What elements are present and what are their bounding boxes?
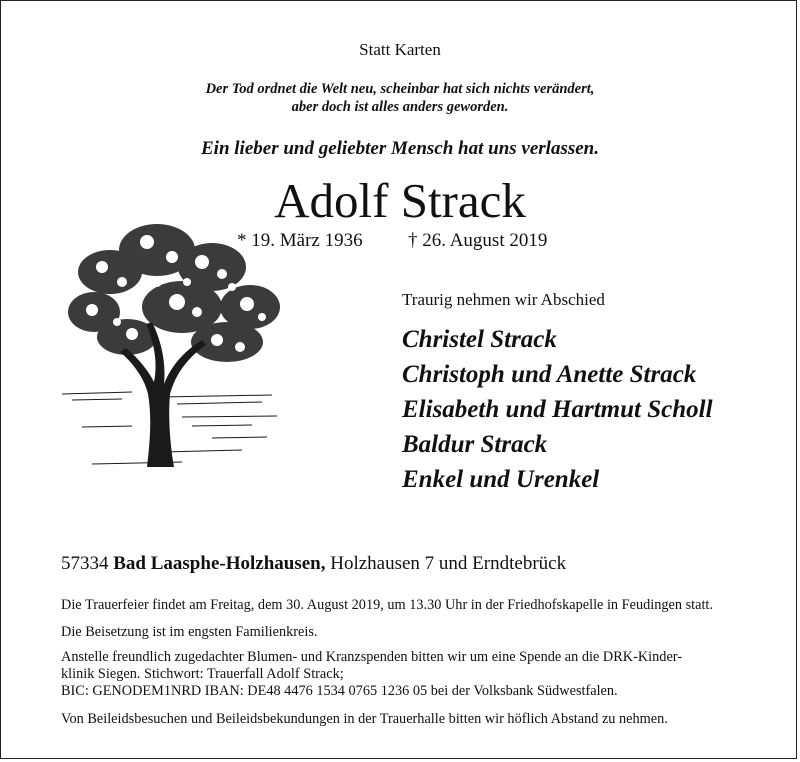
address-line (61, 553, 566, 575)
tree-icon (62, 212, 292, 477)
quote-line-2: aber doch ist alles anders geworden. (291, 99, 509, 115)
ceremony-notice: Die Trauerfeier findet am Freitag, dem 30. August 2019, um 13.30 Uhr in der Friedhofskapelle in Feudingen statt. (61, 597, 713, 613)
address-zip: 57334 (61, 553, 109, 574)
mourner-name: Christoph und Anette Strack (402, 361, 697, 388)
death-date: † 26. August 2019 (408, 230, 548, 251)
address-street: Holzhausen 7 und Erndtebrück (330, 553, 567, 574)
deceased-name: Adolf Strack (274, 173, 526, 228)
donation-line-3: BIC: GENODEM1NRD IBAN: DE48 4476 1534 0765 1236 05 bei der Volksbank Südwestfalen. (61, 683, 618, 699)
mourner-name: Baldur Strack (402, 431, 548, 458)
mourner-name: Christel Strack (402, 326, 557, 353)
mourner-name: Elisabeth und Hartmut Scholl (402, 396, 713, 423)
donation-line-2: klinik Siegen. Stichwort: Trauerfall Adolf Strack; (61, 666, 344, 682)
condolence-notice: Von Beileidsbesuchen und Beileidsbekundungen in der Trauerhalle bitten wir höflich Abstand zu nehmen. (61, 711, 668, 727)
lead-sentence: Ein lieber und geliebter Mensch hat uns verlassen. (201, 138, 599, 159)
donation-notice (61, 649, 682, 700)
mourners-list (402, 322, 713, 497)
header-statt-karten: Statt Karten (359, 40, 441, 59)
burial-notice: Die Beisetzung ist im engsten Familienkreis. (61, 624, 318, 640)
address-town: Bad Laasphe-Holzhausen, (113, 553, 326, 574)
quote-line-1: Der Tod ordnet die Welt neu, scheinbar hat sich nichts verändert, (205, 81, 595, 97)
donation-line-1: Anstelle freundlich zugedachter Blumen- und Kranzspenden bitten wir um eine Spende an die DRK-Kinder- (61, 649, 683, 665)
mourners-intro: Traurig nehmen wir Abschied (402, 290, 605, 309)
mourner-name: Enkel und Urenkel (402, 466, 600, 493)
birth-date: * 19. März 1936 (237, 230, 363, 251)
quote (0, 80, 800, 116)
